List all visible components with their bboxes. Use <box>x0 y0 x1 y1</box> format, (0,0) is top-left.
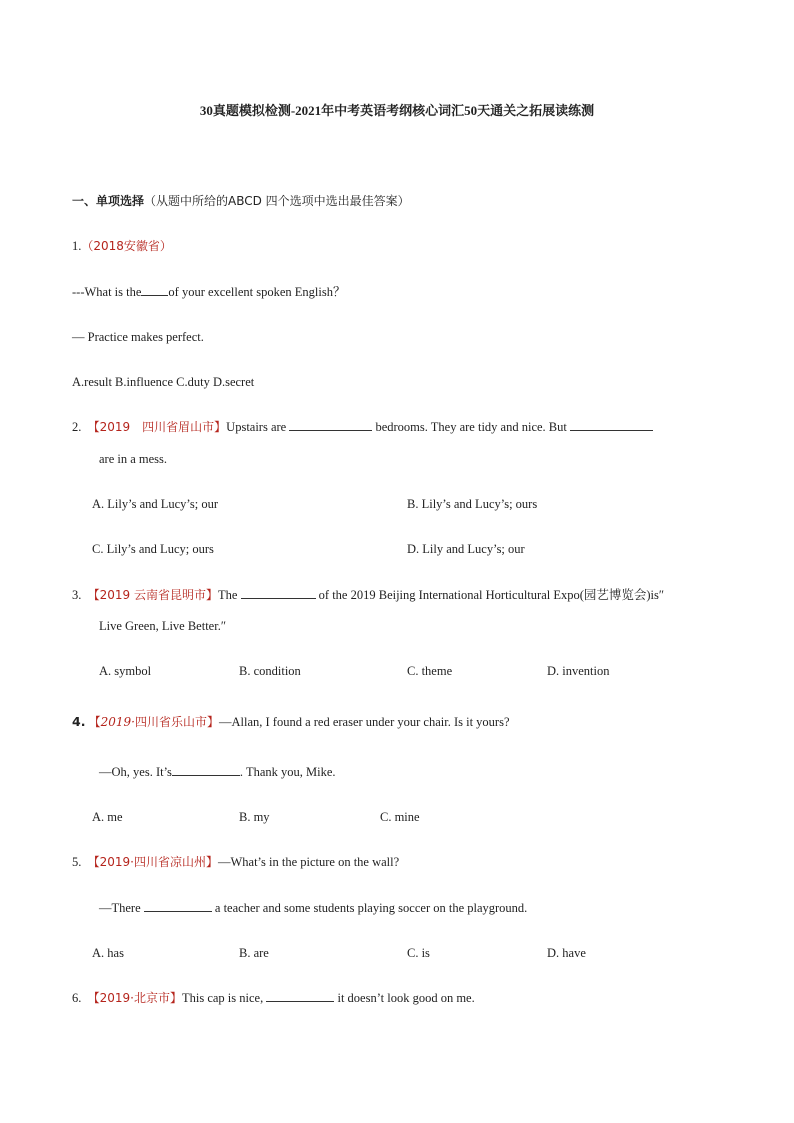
question-2-stem-cont: are in a mess. <box>99 452 168 466</box>
option-a: A. symbol <box>99 664 152 678</box>
option-b: B. Lily’s and Lucy’s; ours <box>407 497 538 511</box>
question-number: 4. <box>72 714 86 729</box>
question-1-options: A.result B.influence C.duty D.secret <box>72 375 255 389</box>
question-source: 【2019 云南省昆明市】 <box>87 588 218 602</box>
stem-text: This cap is nice, <box>181 991 264 1005</box>
option-c: C. is <box>407 946 430 960</box>
option-c: C. mine <box>380 810 420 824</box>
stem-text: —Oh, yes. It’s <box>99 765 172 779</box>
question-3-stem-cont: Live Green, Live Better.″ <box>99 619 227 633</box>
question-source: 【2019·四川省凉山州】 <box>87 855 218 869</box>
option-b: B. are <box>239 946 269 960</box>
option-a: A. me <box>92 810 123 824</box>
answer-blank <box>172 764 240 776</box>
stem-text: ---What is the <box>72 285 142 299</box>
stem-text: bedrooms. They are tidy and nice. But <box>375 420 567 434</box>
question-source-year: 2019· <box>100 715 135 729</box>
question-number: 6. <box>72 991 82 1005</box>
option-a: A. Lily’s and Lucy’s; our <box>92 497 219 511</box>
question-number: 1. <box>72 239 82 253</box>
question-source: （2018安徽省） <box>81 239 172 253</box>
question-4-reply <box>99 764 336 780</box>
page-title: 30真题模拟检测-2021年中考英语考纲核心词汇50天通关之拓展读练测 <box>199 103 595 118</box>
stem-text: a teacher and some students playing soccer on the playground. <box>214 901 528 915</box>
section-label: 一、单项选择 <box>72 194 145 208</box>
stem-text: The <box>217 588 238 602</box>
question-source: 【2019·北京市】 <box>87 991 182 1005</box>
answer-blank <box>289 419 372 431</box>
option-a: A. has <box>92 946 124 960</box>
answer-blank <box>266 990 334 1002</box>
question-1-header <box>72 238 172 254</box>
question-source: 四川省乐山市】 <box>134 715 219 729</box>
section-instruction: （从题中所给的ABCD 四个选项中选出最佳答案） <box>144 194 410 208</box>
stem-text: —There <box>99 901 141 915</box>
question-5-reply <box>99 900 527 916</box>
question-1-stem <box>72 284 345 300</box>
option-d: D. have <box>547 946 586 960</box>
question-2-stem <box>72 419 653 435</box>
option-d: D. Lily and Lucy’s; our <box>407 542 525 556</box>
answer-blank <box>144 900 212 912</box>
question-source-bracket: 【 <box>88 715 101 729</box>
section-heading <box>72 193 410 209</box>
answer-blank <box>570 419 653 431</box>
option-d: D. invention <box>547 664 610 678</box>
answer-blank <box>241 587 316 599</box>
stem-text: —What’s in the picture on the wall? <box>217 855 400 869</box>
question-source: 【2019 四川省眉山市】 <box>87 420 227 434</box>
question-3-stem <box>72 587 664 603</box>
answer-blank <box>141 284 168 296</box>
question-5-stem <box>72 854 399 870</box>
option-c: C. Lily’s and Lucy; ours <box>92 542 214 556</box>
question-number: 2. <box>72 420 82 434</box>
stem-text: —Allan, I found a red eraser under your chair. Is it yours? <box>218 715 510 729</box>
stem-text: of the 2019 Beijing International Horticultural Expo(园艺博览会)is″ <box>318 588 665 602</box>
stem-text: it doesn’t look good on me. <box>337 991 475 1005</box>
question-number: 3. <box>72 588 82 602</box>
question-6-stem <box>72 990 475 1006</box>
option-b: B. condition <box>239 664 301 678</box>
question-4-stem <box>72 714 510 730</box>
option-c: C. theme <box>407 664 453 678</box>
option-b: B. my <box>239 810 270 824</box>
question-number: 5. <box>72 855 82 869</box>
question-1-reply: — Practice makes perfect. <box>72 330 204 344</box>
stem-text: of your excellent spoken English？ <box>168 285 346 299</box>
stem-text: . Thank you, Mike. <box>239 765 336 779</box>
stem-text: Upstairs are <box>226 420 287 434</box>
